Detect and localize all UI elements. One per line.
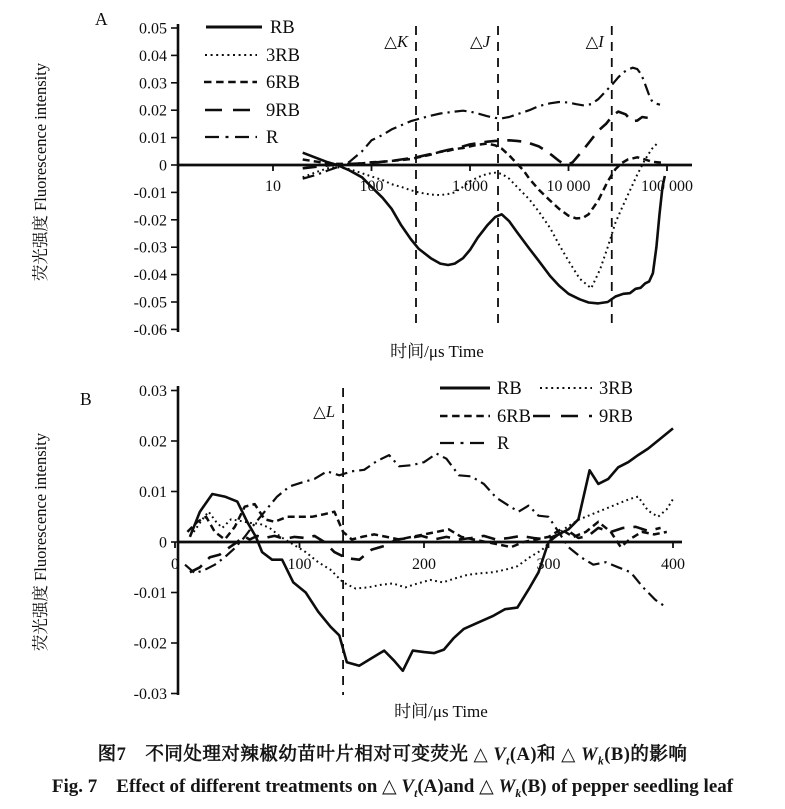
x-tick-label: 100 (359, 178, 384, 195)
caption-zh-sub-k: k (597, 755, 605, 768)
x-ticks (171, 542, 685, 573)
y-tick-label: -0.02 (133, 212, 167, 230)
caption-en-sub-t: t (414, 786, 418, 800)
y-tick-label: 0.04 (139, 47, 167, 65)
x-tick-label: 300 (536, 556, 561, 573)
y-tick-label: -0.03 (133, 686, 167, 703)
y-tick-label: -0.03 (133, 239, 167, 257)
caption-zh-symbol-v: V (493, 745, 507, 765)
panel-letter-A: A (95, 9, 108, 29)
caption-en-mid: (A)and △ (417, 775, 499, 797)
legend-label-R: R (266, 128, 279, 148)
caption-zh-sub-t: t (506, 755, 510, 768)
legend-label-6RB: 6RB (266, 73, 300, 93)
y-tick-label: 0.02 (139, 102, 167, 120)
chart-panel-a (0, 0, 785, 365)
x-tick-label: 10 000 (546, 178, 591, 195)
legend-label-RB: RB (270, 18, 295, 38)
x-tick-label: 1 000 (452, 178, 488, 195)
caption-zh-end: (B)的影响 (604, 745, 688, 765)
series-RB-curve (190, 428, 673, 670)
x-tick-label: 10 (265, 178, 281, 195)
x-tick-label: 100 000 (641, 178, 693, 195)
y-tick-label: -0.01 (133, 184, 167, 202)
y-tick-label: 0.03 (139, 383, 167, 400)
y-tick-label: -0.04 (133, 267, 167, 285)
legend-label-9RB: 9RB (599, 407, 633, 427)
figure-caption (0, 740, 785, 800)
annotation-label-K: △K (384, 32, 409, 51)
legend-label-9RB: 9RB (266, 101, 300, 121)
y-tick-label: -0.06 (133, 321, 167, 339)
x-axis-title: 时间/μs Time (394, 702, 488, 721)
y-axis-title: 荧光强度 Fluorescence intensity (31, 62, 50, 282)
caption-chinese (0, 740, 785, 768)
y-tick-label: 0.01 (139, 130, 167, 148)
legend (204, 18, 300, 148)
legend-label-3RB: 3RB (266, 46, 300, 66)
series-curves (185, 428, 673, 670)
caption-zh-text: 图7 不同处理对辣椒幼苗叶片相对可变荧光 △ (97, 745, 494, 765)
y-tick-label: -0.05 (133, 294, 167, 312)
annotation-label-J: △J (469, 32, 491, 51)
series-9RB-curve (303, 112, 648, 169)
panel-letter-B: B (80, 389, 92, 409)
y-axis-title: 荧光强度 Fluorescence intensity (31, 432, 50, 652)
y-ticks (134, 383, 178, 703)
x-tick-label: 400 (661, 556, 685, 573)
caption-en-symbol-w: W (498, 775, 516, 797)
legend (440, 379, 633, 454)
legend-label-3RB: 3RB (599, 379, 633, 399)
y-ticks (134, 21, 178, 339)
caption-en-sub-k: k (515, 786, 522, 800)
y-tick-label: 0 (159, 157, 167, 175)
caption-zh-symbol-w: W (581, 745, 598, 765)
legend-label-RB: RB (497, 379, 522, 399)
y-tick-label: -0.02 (133, 635, 167, 653)
axes (178, 386, 682, 695)
axes (178, 24, 692, 332)
y-tick-label: 0.02 (139, 433, 167, 451)
y-tick-label: 0.03 (139, 75, 167, 93)
x-tick-label: 100 (287, 556, 312, 573)
caption-en-text: Fig. 7 Effect of different treatments on △ (51, 775, 402, 797)
x-tick-label: 200 (412, 556, 436, 573)
x-axis-title: 时间/μs Time (390, 342, 484, 361)
x-tick-label: 0 (171, 556, 179, 573)
caption-zh-mid: (A)和 △ (509, 745, 582, 765)
legend-label-R: R (497, 434, 510, 454)
annotation-label-I: △I (585, 32, 604, 51)
chart-panel-b (0, 365, 785, 735)
y-tick-label: 0 (159, 534, 167, 552)
annotation-label-L: △L (313, 402, 336, 421)
caption-en-symbol-v: V (401, 775, 415, 797)
legend-label-6RB: 6RB (497, 407, 531, 427)
y-tick-label: 0.01 (139, 484, 167, 501)
y-tick-label: 0.05 (139, 20, 167, 38)
caption-english (0, 771, 785, 801)
caption-en-end: (B) of pepper seedling leaf (521, 775, 734, 797)
y-tick-label: -0.01 (133, 585, 167, 602)
